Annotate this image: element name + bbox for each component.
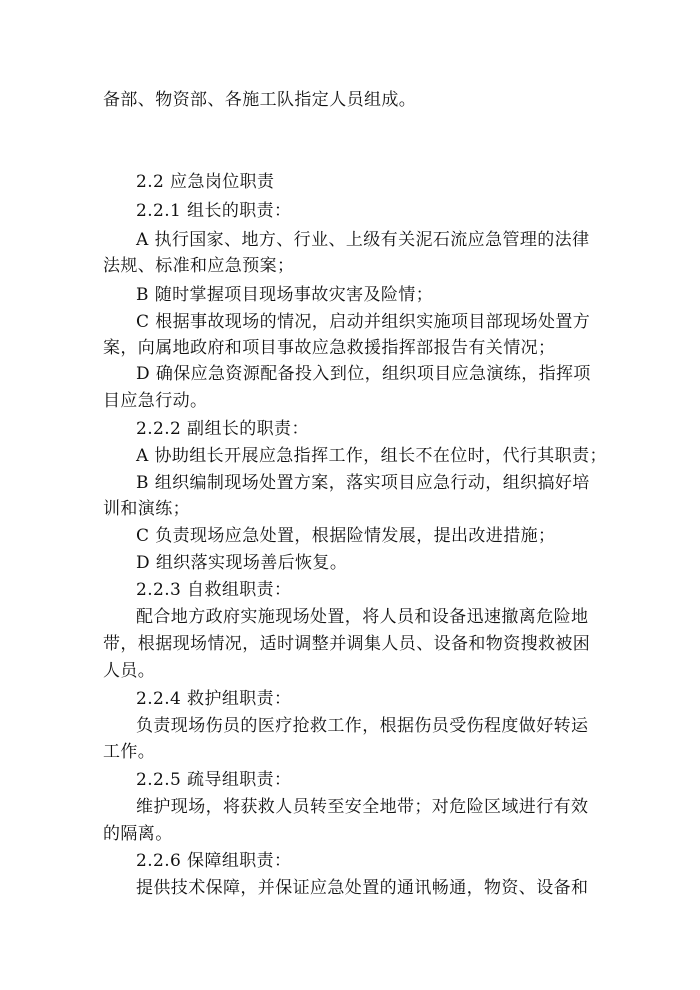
text-line-23: 工作。 [103,742,156,762]
text-line-9: D 确保应急资源配备投入到位，组织项目应急演练，指挥项 [136,364,591,384]
text-line-5: 法规、标准和应急预案； [103,256,295,276]
text-line-13: B 组织编制现场处置方案，落实项目应急行动，组织搞好培 [136,473,590,493]
subsection-heading-2-2-6: 2.2.6 保障组职责： [136,851,292,871]
text-line-6: B 随时掌握项目现场事故灾害及险情； [136,285,434,305]
text-line-16: D 组织落实现场善后恢复。 [136,553,348,573]
text-line-25: 维护现场，将获救人员转至安全地带；对危险区域进行有效 [136,797,589,817]
text-line-26: 的隔离。 [103,824,173,844]
subsection-heading-2-2-3: 2.2.3 自救组职责： [136,580,292,600]
text-line-22: 负责现场伤员的医疗抢救工作，根据伤员受伤程度做好转运 [136,716,589,736]
subsection-heading-2-2-5: 2.2.5 疏导组职责： [136,770,292,790]
text-line-7: C 根据事故现场的情况，启动并组织实施项目部现场处置方 [136,312,591,332]
text-line-19: 带，根据现场情况，适时调整并调集人员、设备和物资搜救被困 [103,634,591,654]
subsection-heading-2-2-1: 2.2.1 组长的职责： [136,201,292,221]
text-line-15: C 负责现场应急处置，根据险情发展，提出改进措施； [136,526,556,546]
text-line-10: 目应急行动。 [103,391,208,411]
section-heading-2-2: 2.2 应急岗位职责 [136,172,275,192]
subsection-heading-2-2-4: 2.2.4 救护组职责： [136,689,292,709]
text-line-20: 人员。 [103,661,156,681]
text-line-14: 训和演练； [103,499,190,519]
text-line-18: 配合地方政府实施现场处置，将人员和设备迅速撤离危险地 [136,607,589,627]
text-line-4: A 执行国家、地方、行业、上级有关泥石流应急管理的法律 [136,230,590,250]
text-line-28: 提供技术保障，并保证应急处置的通讯畅通，物资、设备和 [136,878,589,898]
text-line-1: 备部、物资部、各施工队指定人员组成。 [103,90,417,110]
text-line-8: 案，向属地政府和项目事故应急救援指挥部报告有关情况； [103,338,556,358]
text-line-12: A 协助组长开展应急指挥工作，组长不在位时，代行其职责； [136,446,607,466]
subsection-heading-2-2-2: 2.2.2 副组长的职责： [136,419,309,439]
